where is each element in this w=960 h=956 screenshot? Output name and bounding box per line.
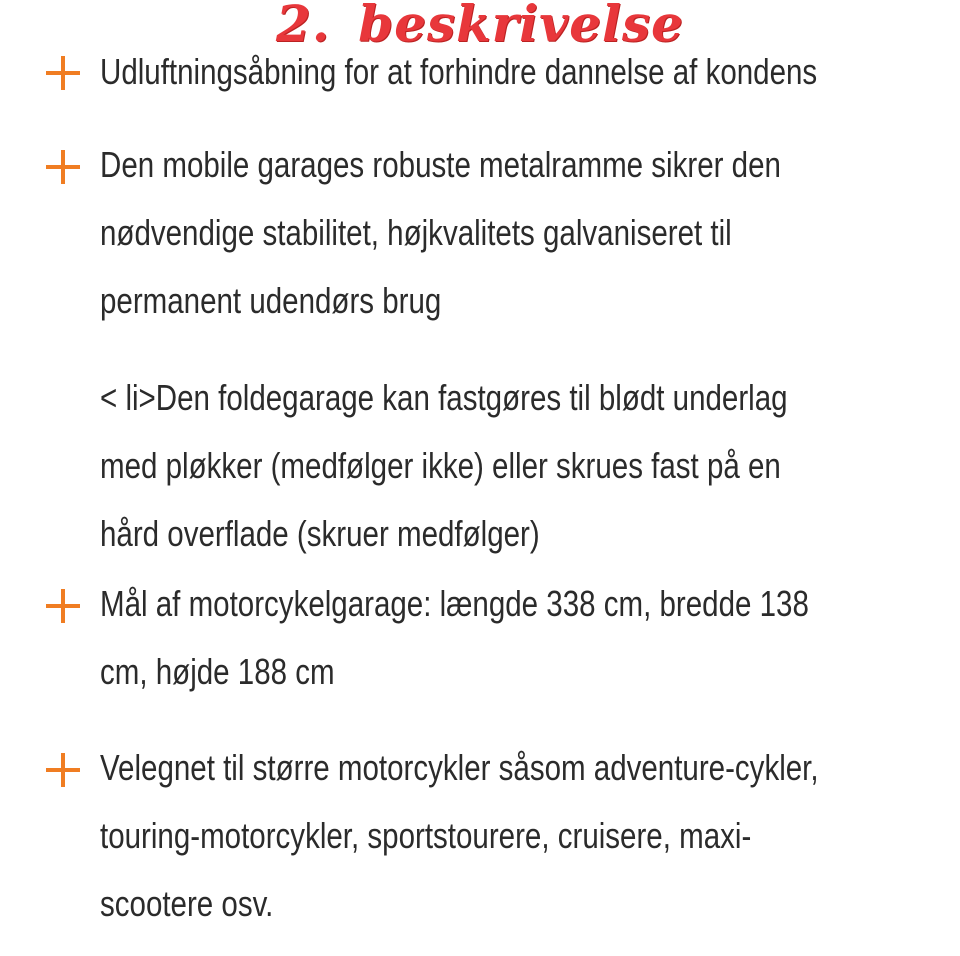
plus-icon	[46, 753, 80, 787]
list-item-line: cm, højde 188 cm	[100, 651, 335, 692]
page-title	[0, 0, 960, 53]
list-item-line: hård overflade (skruer medfølger)	[100, 513, 540, 554]
list-item-line: < li>Den foldegarage kan fastgøres til blødt underlag	[100, 377, 788, 418]
plus-icon	[46, 150, 80, 184]
plus-icon	[46, 56, 80, 90]
list-item-line: Udluftningsåbning for at forhindre dannelse af kondens	[100, 51, 818, 92]
list-item	[100, 570, 809, 706]
list-item-line: permanent udendørs brug	[100, 280, 442, 321]
title-number: 2.	[276, 0, 331, 53]
list-item	[100, 131, 789, 335]
list-item-line: med pløkker (medfølger ikke) eller skrues fast på en	[100, 445, 781, 486]
title-text: beskrivelse	[358, 0, 684, 53]
list-item-line: touring-motorcykler, sportstourere, cruisere, maxi-	[100, 815, 752, 856]
list-item-line: Mål af motorcykelgarage: længde 338 cm, bredde 138	[100, 583, 809, 624]
list-item-line: nødvendige stabilitet, højkvalitets galvaniseret til	[100, 212, 732, 253]
list-item-line: Velegnet til større motorcykler såsom adventure-cykler,	[100, 747, 819, 788]
list-item-line: Den mobile garages robuste metalramme sikrer den	[100, 144, 781, 185]
plus-icon	[46, 589, 80, 623]
list-item	[100, 734, 819, 938]
list-item	[100, 364, 789, 568]
list-item-line: scootere osv.	[100, 883, 274, 924]
